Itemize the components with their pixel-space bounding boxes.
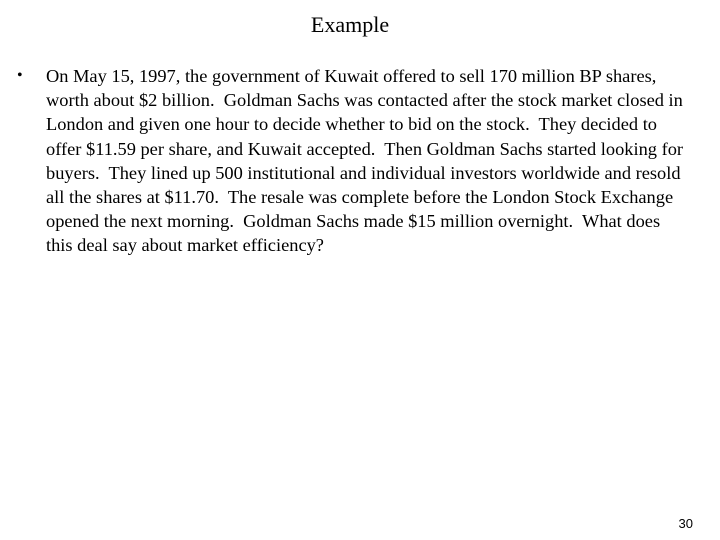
bullet-list (17, 64, 687, 258)
page-number: 30 (678, 516, 693, 531)
bullet-text: On May 15, 1997, the government of Kuwait offered to sell 170 million BP shares, worth about $2 billion. Goldman Sachs was contacted after the stock market closed in London and given one hour to decide whether to bid on the stock. They decided to offer $11.59 per share, and Kuwait accepted. Then Goldman Sachs started looking for buyers. They lined up 500 institutional and individual investors worldwide and resold all the shares at $11.70. The resale was complete before the London Stock Exchange opened the next morning. Goldman Sachs made $15 million overnight. What does this deal say about market efficiency? (46, 66, 688, 256)
bullet-marker: • (17, 67, 23, 84)
bullet-item (17, 64, 687, 258)
slide-title: Example (310, 12, 390, 37)
